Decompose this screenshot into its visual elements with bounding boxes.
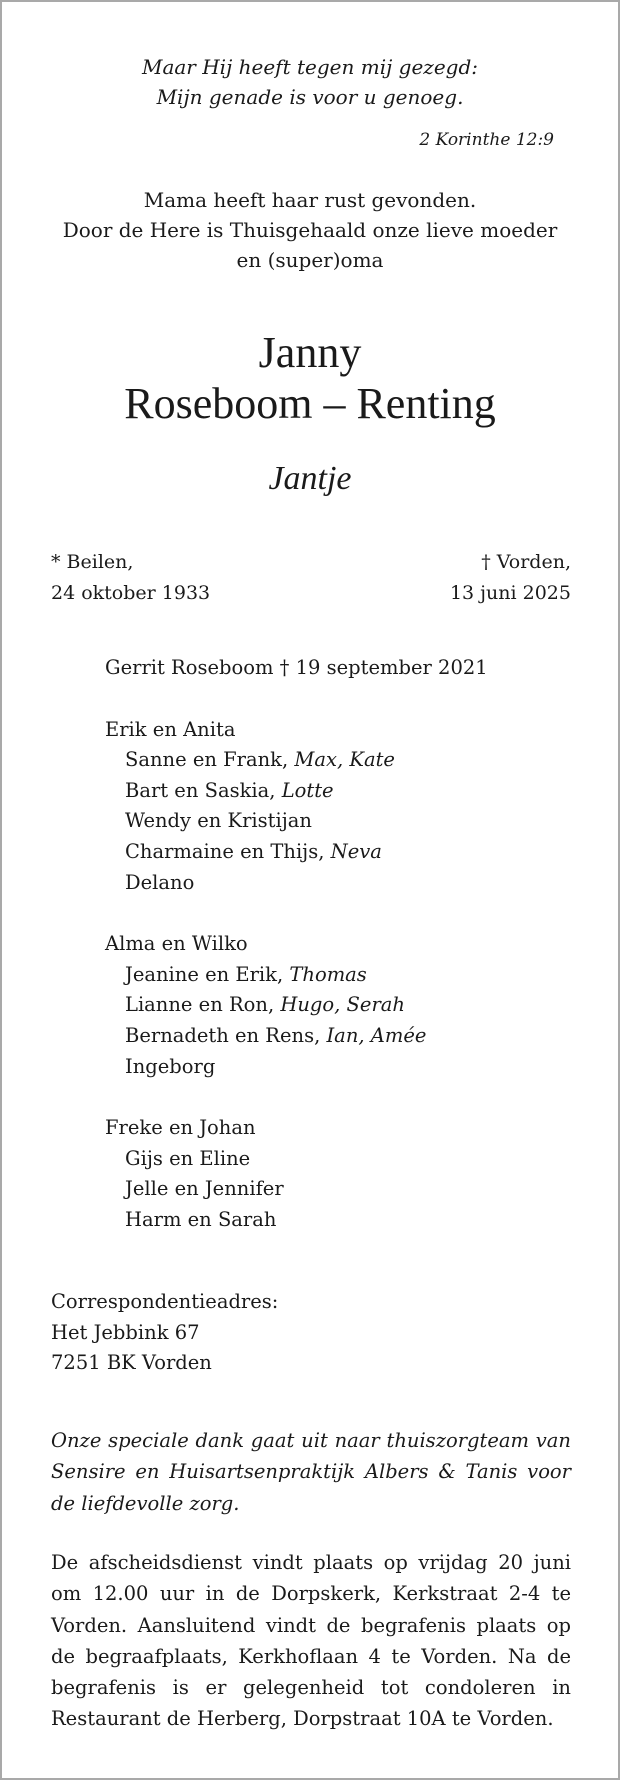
intro-line-2: Door de Here is Thuisgehaald onze lieve moeder [62,218,558,242]
service-text: De afscheidsdienst vindt plaats op vrijdag 20 juni om 12.00 uur in de Dorpskerk, Kerkstraat 2-4 te Vorden. Aansluitend vindt de begrafenis plaats op de begraafplaats, Kerkhoflaan 4 te Vorden. Na de begrafenis is er gelegenheid tot condoleren in Restaurant de Herberg, Dorpstraat 10A te Vorden. [51,1551,571,1731]
deceased-first-name: Janny [258,328,362,377]
family-member: Charmaine en Thijs, Neva [125,839,382,863]
spouse-line: Gerrit Roseboom † 19 september 2021 [105,656,488,679]
death-date: 13 juni 2025 [449,582,571,604]
family-parents: Freke en Johan [105,1116,256,1140]
family-member: Delano [125,870,195,894]
family-member: Jeanine en Erik, Thomas [125,962,367,986]
verse-line-2: Mijn genade is voor u genoeg. [156,85,464,109]
family-member: Lianne en Ron, Hugo, Serah [125,993,405,1017]
correspondence-city: 7251 BK Vorden [51,1351,212,1375]
birth-date: 24 oktober 1933 [51,582,211,604]
correspondence-address [51,1287,278,1379]
intro-line-3: en (super)oma [236,248,384,272]
death-place: † Vorden, [481,551,571,573]
verse-reference: 2 Korinthe 12:9 [419,130,554,150]
intro-line-1: Mama heeft haar rust gevonden. [143,188,477,212]
family-list [105,653,488,1236]
family-member: Harm en Sarah [125,1207,277,1231]
family-member: Jelle en Jennifer [125,1177,284,1201]
family-member: Sanne en Frank, Max, Kate [125,748,395,772]
family-member: Bart en Saskia, Lotte [125,778,334,802]
thanks-text: Onze speciale dank gaat uit naar thuiszorgteam van Sensire en Huisartsenpraktijk Albers & Tanis voor de liefdevolle zorg. [51,1429,571,1515]
family-member: Wendy en Kristijan [125,809,312,833]
correspondence-label: Correspondentieadres: [51,1290,279,1313]
family-parents: Erik en Anita [105,717,236,741]
family-member: Bernadeth en Rens, Ian, Amée [125,1023,427,1047]
deceased-surname: Roseboom – Renting [124,379,496,428]
deceased-nickname: Jantje [268,460,352,497]
verse-line-1: Maar Hij heeft tegen mij gezegd: [141,55,478,79]
family-member: Ingeborg [125,1054,216,1078]
correspondence-street: Het Jebbink 67 [51,1320,200,1344]
family-parents: Alma en Wilko [105,932,248,956]
family-member: Gijs en Eline [125,1146,251,1170]
birth-place: * Beilen, [51,551,134,573]
